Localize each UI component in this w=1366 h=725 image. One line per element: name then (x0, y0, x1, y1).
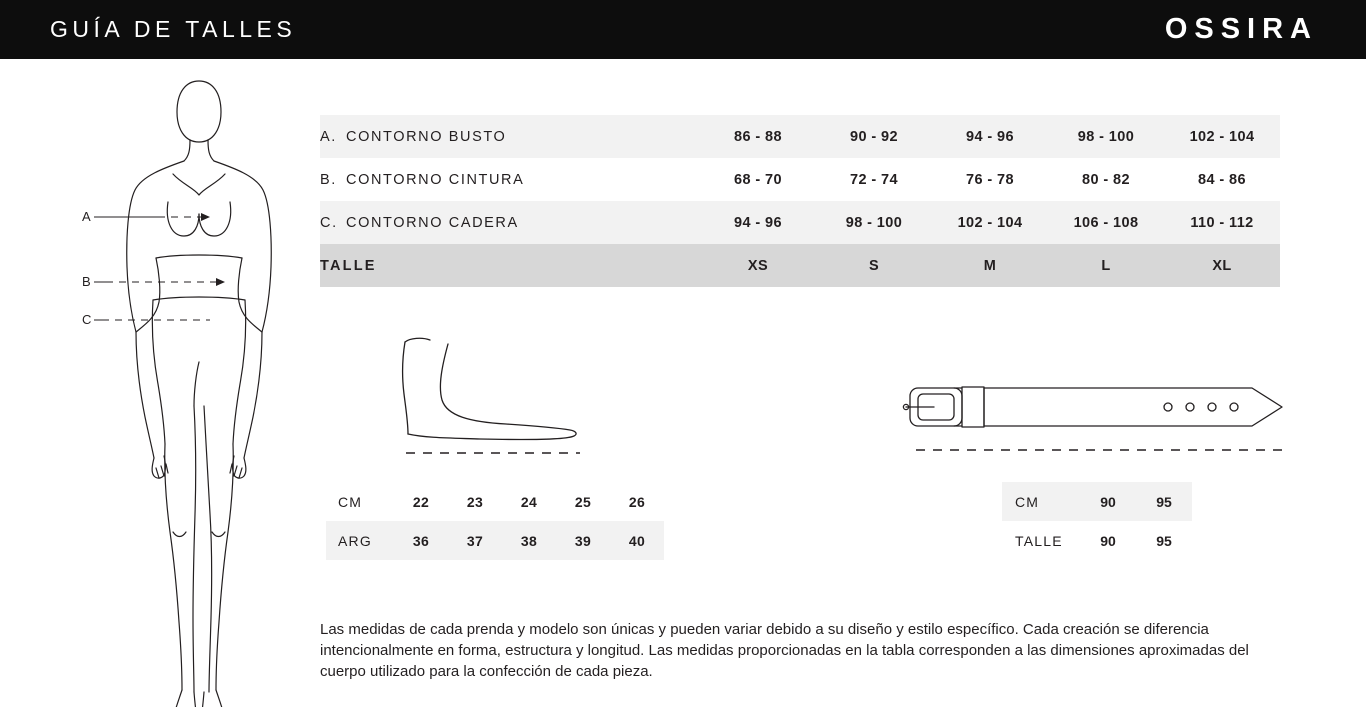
table-row-talle (320, 244, 1280, 287)
belt-cm-1: 90 (1080, 482, 1136, 521)
cell-cadera-l: 106 - 108 (1048, 201, 1164, 244)
shoe-arg-2: 37 (448, 521, 502, 560)
cell-busto-l: 98 - 100 (1048, 115, 1164, 158)
page-title: GUÍA DE TALLES (50, 16, 297, 42)
row-label-text: CONTORNO CADERA (346, 214, 519, 231)
cell-cadera-xl: 110 - 112 (1164, 201, 1280, 244)
belt-illustration (900, 360, 1300, 470)
cell-talle-m: M (932, 244, 1048, 287)
shoe-cm-4: 25 (574, 493, 592, 510)
body-measurements-table (320, 115, 1280, 287)
footnote-text: Las medidas de cada prenda y modelo son únicas y pueden variar debido a su diseño y estilo específico. Cada creación se diferencia intencionalmente en forma, estructura y longitud. Las medidas proporcionadas en la tabla corresponden a las dimensiones aproximadas del cuerpo utilizado para la confección de cada pieza. (320, 621, 1249, 680)
shoe-cm-5: 26 (628, 493, 646, 510)
shoe-cm-1: 22 (412, 493, 430, 510)
row-letter: C. (320, 214, 338, 231)
belt-size-table (1002, 482, 1192, 560)
cell-cadera-s: 98 - 100 (816, 201, 932, 244)
cell-cintura-xl: 84 - 86 (1198, 171, 1246, 188)
row-letter: A. (320, 128, 337, 145)
cell-cadera-xs: 94 - 96 (700, 201, 816, 244)
foot-icon (330, 330, 670, 470)
figure-marker-b: B (82, 274, 91, 289)
table-row (1002, 482, 1192, 521)
cell-talle-l: L (1048, 244, 1164, 287)
belt-talle-1: 90 (1100, 532, 1116, 549)
table-row (320, 158, 1280, 201)
cell-cintura-l: 80 - 82 (1082, 171, 1130, 188)
shoe-arg-1: 36 (394, 521, 448, 560)
cell-cintura-s: 72 - 74 (850, 171, 898, 188)
row-label-text: CONTORNO CINTURA (346, 171, 525, 188)
cell-busto-xl: 102 - 104 (1164, 115, 1280, 158)
cell-cadera-m: 102 - 104 (932, 201, 1048, 244)
shoe-cm-3: 24 (520, 493, 538, 510)
belt-row-label-talle: TALLE (1015, 532, 1063, 549)
shoe-row-label-cm: CM (338, 493, 363, 510)
shoe-arg-4: 39 (556, 521, 610, 560)
table-row (326, 521, 664, 560)
shoe-cm-2: 23 (466, 493, 484, 510)
brand-logo: OSSIRA (1164, 13, 1318, 45)
cell-busto-s: 90 - 92 (816, 115, 932, 158)
table-row (320, 201, 1280, 244)
shoe-size-table (326, 482, 664, 560)
cell-talle-s: S (816, 244, 932, 287)
shoe-arg-5: 40 (610, 521, 664, 560)
figure-marker-a: A (82, 209, 91, 224)
body-figure-illustration (60, 62, 310, 707)
table-row (1002, 521, 1192, 560)
cell-cintura-m: 76 - 78 (966, 171, 1014, 188)
foot-illustration (330, 330, 670, 470)
shoe-arg-3: 38 (502, 521, 556, 560)
row-label-text: CONTORNO BUSTO (346, 128, 507, 145)
belt-cm-2: 95 (1136, 482, 1192, 521)
cell-talle-xs: XS (700, 244, 816, 287)
cell-cintura-xs: 68 - 70 (734, 171, 782, 188)
belt-talle-2: 95 (1156, 532, 1172, 549)
cell-busto-m: 94 - 96 (932, 115, 1048, 158)
table-row (320, 115, 1280, 158)
table-row (326, 482, 664, 521)
belt-icon (900, 360, 1300, 470)
shoe-row-label-arg: ARG (326, 521, 394, 560)
row-label-talle: TALLE (320, 244, 700, 287)
female-silhouette-icon (60, 62, 310, 707)
row-label-busto (320, 115, 700, 158)
cell-busto-xs: 86 - 88 (700, 115, 816, 158)
page-header (0, 0, 1366, 59)
row-letter: B. (320, 171, 337, 188)
row-label-cadera (320, 201, 700, 244)
figure-marker-c: C (82, 312, 92, 327)
cell-talle-xl: XL (1164, 244, 1280, 287)
row-label-cintura (320, 158, 700, 201)
belt-row-label-cm: CM (1002, 482, 1080, 521)
